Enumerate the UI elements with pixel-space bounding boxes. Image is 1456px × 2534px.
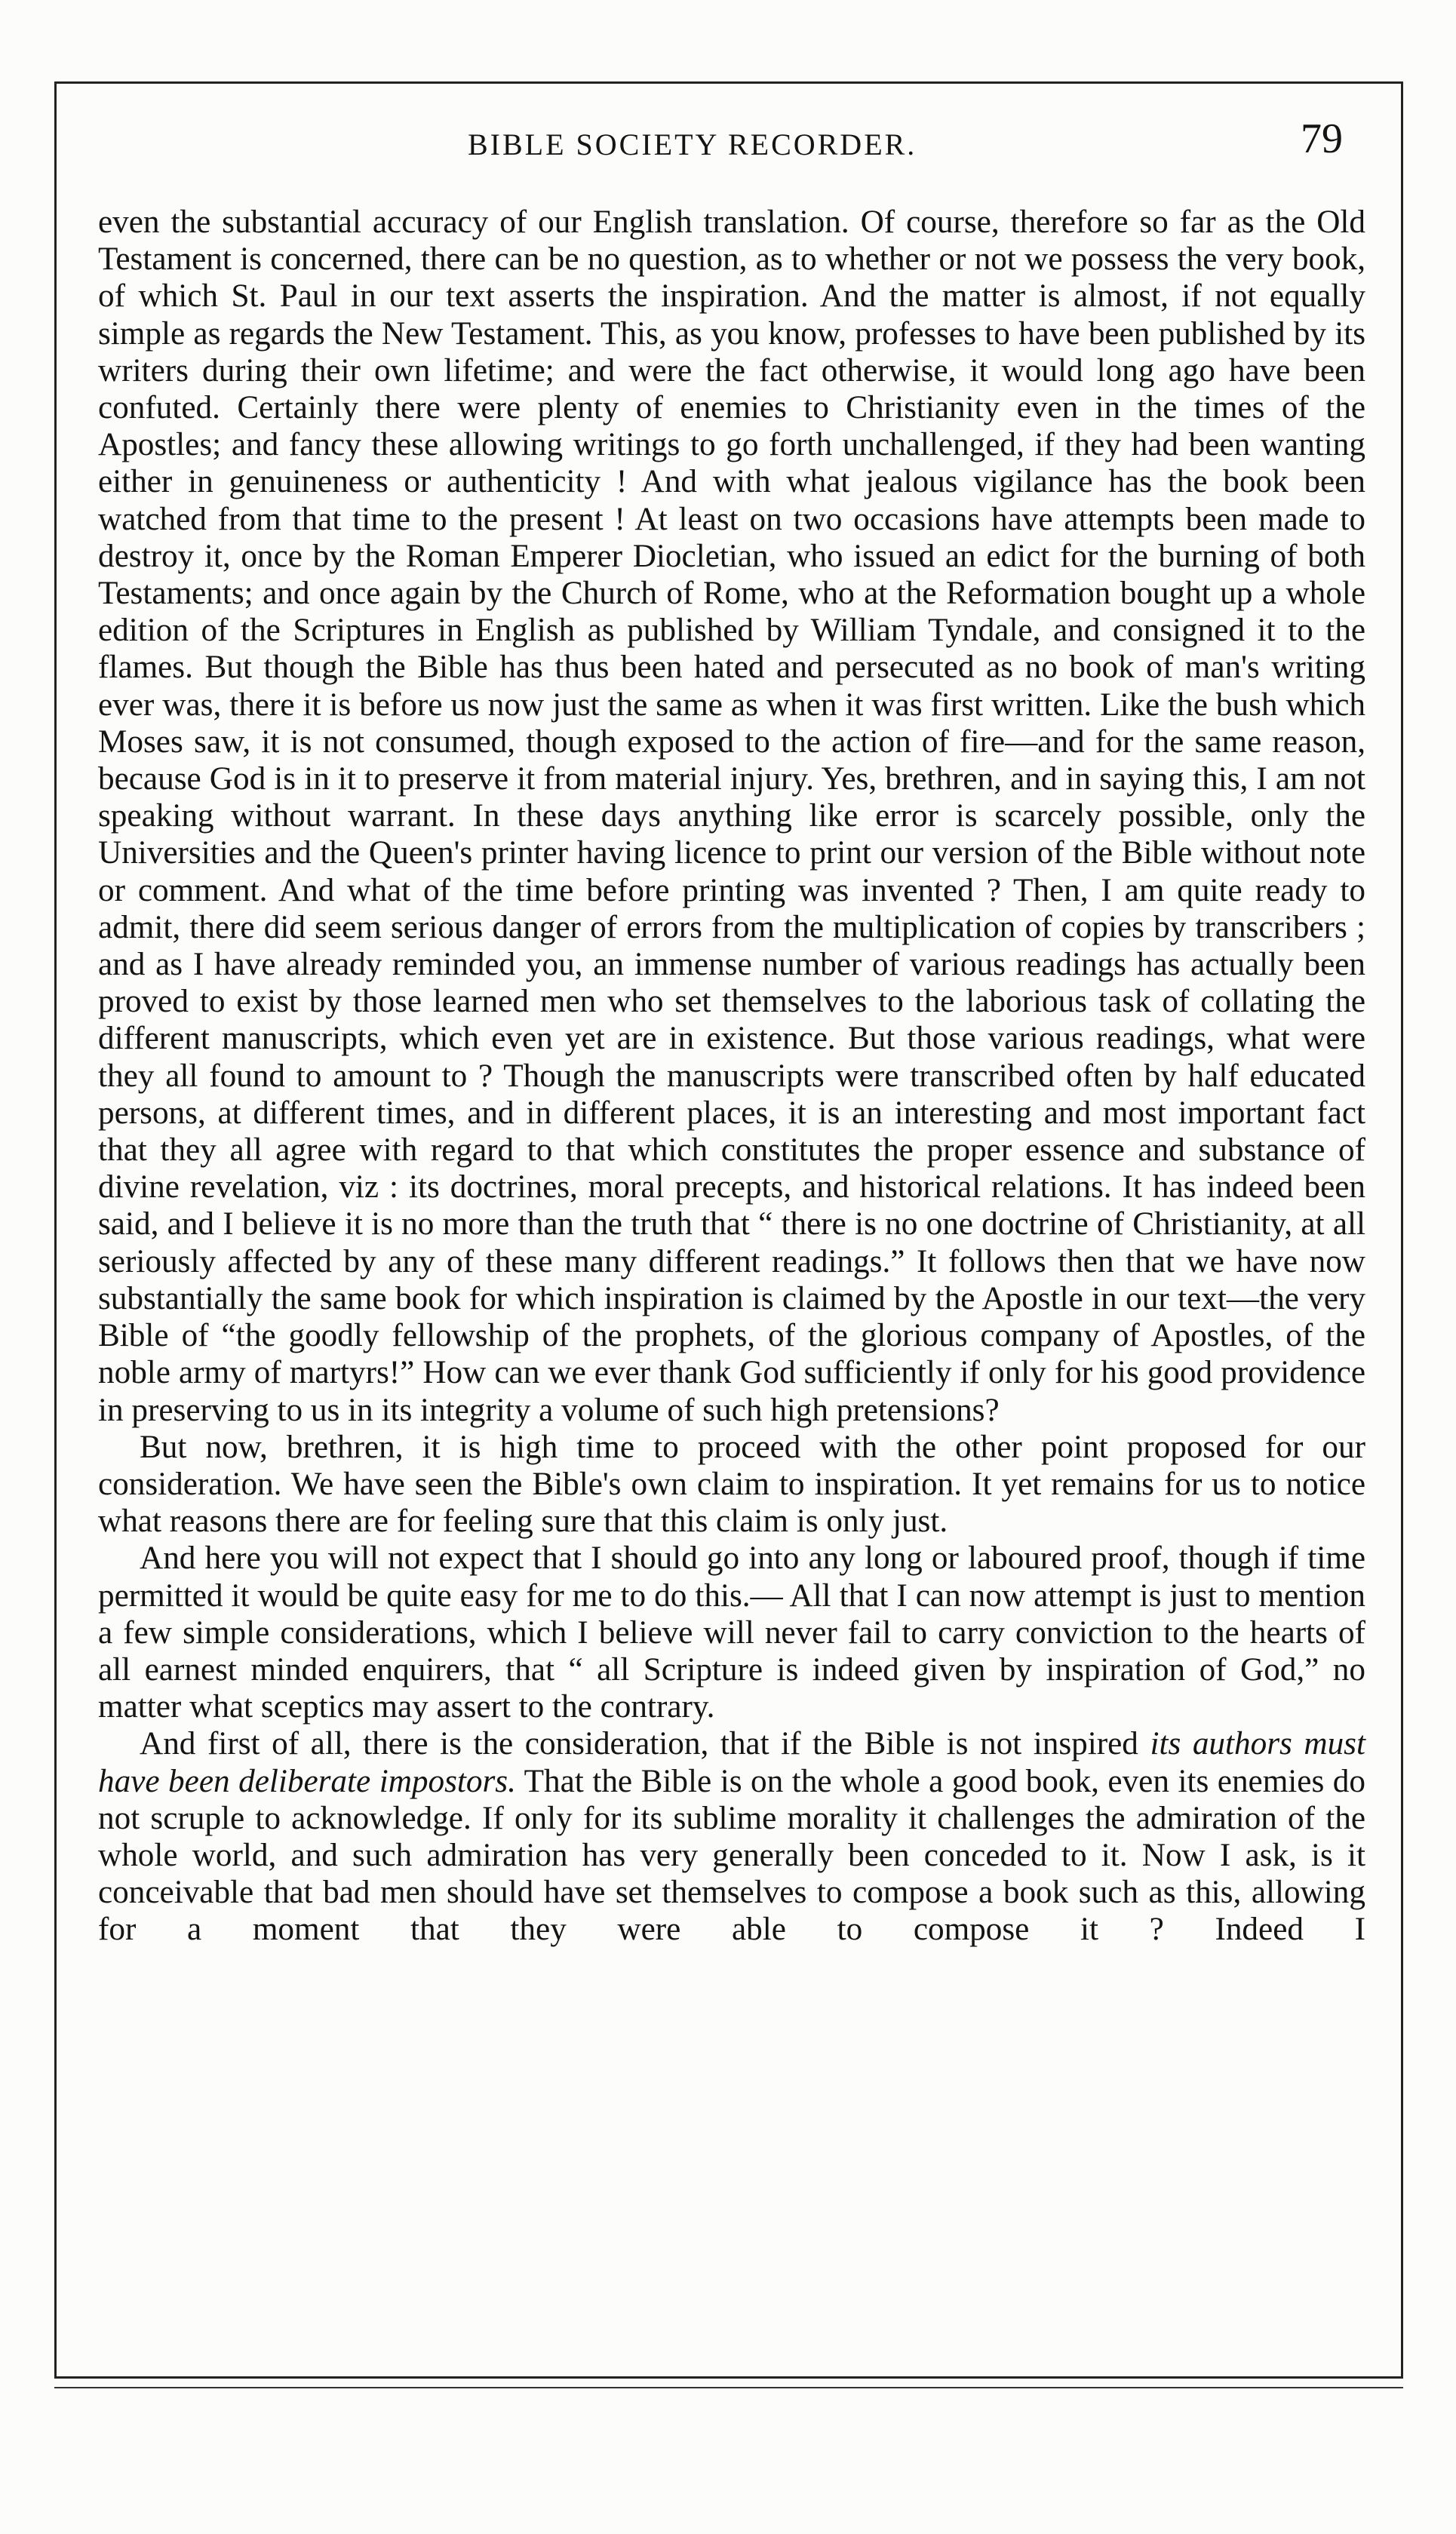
page-header — [75, 113, 1373, 174]
bottom-rule-thin — [54, 2387, 1403, 2388]
bottom-rule — [54, 2376, 1403, 2379]
body-text — [98, 204, 1365, 1949]
paragraph-4-emphasis: its authors must have been deliberate impostors. — [98, 1726, 1365, 1799]
paragraph-3: And here you will not expect that I should go into any long or laboured proof, though if time permitted it would be quite easy for me to do this.— All that I can now attempt is just to mention a few simple considerations, which I believe will never fail to carry conviction to the hearts of all earnest minded enquirers, that “ all Scripture is indeed given by inspiration of God,” no matter what sceptics may assert to the contrary. — [98, 1540, 1365, 1725]
paragraph-4-rest: That the Bible is on the whole a good book, even its enemies do not scruple to acknowledge. If only for its sublime morality it challenges the admiration of the whole world, and such admiration has very generally been conceded to it. Now I ask, is it conceivable that bad men should have set themselves to compose a book such as this, allowing for a moment that they were able to compose it ? Indeed I — [98, 1763, 1365, 1948]
paragraph-2: But now, brethren, it is high time to proceed with the other point proposed for our consideration. We have seen the Bible's own claim to inspiration. It yet remains for us to notice what reasons there are for feeling sure that this claim is only just. — [98, 1429, 1365, 1540]
paragraph-4-lead: And first of all, there is the consideration, that if the Bible is not inspired — [140, 1726, 1138, 1762]
running-title: BIBLE SOCIETY RECORDER. — [468, 127, 917, 161]
paragraph-4 — [98, 1725, 1365, 1948]
page-number: 79 — [1301, 115, 1343, 162]
paragraph-1: even the substantial accuracy of our English translation. Of course, therefore so far as the Old Testament is concerned, there can be no question, as to whether or not we possess the very book, of which St. Paul in our text asserts the inspiration. And the matter is almost, if not equally simple as regards the New Testament. This, as you know, professes to have been published by its writers during their own lifetime; and were the fact otherwise, it would long ago have been confuted. Certainly there were plenty of enemies to Christianity even in the times of the Apostles; and fancy these allowing writings to go forth unchallenged, if they had been wanting either in genuineness or authenticity ! And with what jealous vigilance has the book been watched from that time to the present ! At least on two occasions have attempts been made to destroy it, once by the Roman Emperer Diocletian, who issued an edict for the burning of both Testaments; and once again by the Church of Rome, who at the Reformation bought up a whole edition of the Scriptures in English as published by William Tyndale, and consigned it to the flames. But though the Bible has thus been hated and persecuted as no book of man's writing ever was, there it is before us now just the same as when it was first written. Like the bush which Moses saw, it is not consumed, though exposed to the action of fire—and for the same reason, because God is in it to preserve it from material injury. Yes, brethren, and in saying this, I am not speaking without warrant. In these days anything like error is scarcely possible, only the Universities and the Queen's printer having licence to print our version of the Bible without note or comment. And what of the time before printing was invented ? Then, I am quite ready to admit, there did seem serious danger of errors from the multiplication of copies by transcribers ; and as I have already reminded you, an immense number of various readings has actually been proved to exist by those learned men who set themselves to the laborious task of collating the different manuscripts, which even yet are in existence. But those various readings, what were they all found to amount to ? Though the manuscripts were transcribed often by half educated persons, at different times, and in different places, it is an interesting and most important fact that they all agree with regard to that which constitutes the proper essence and substance of divine revelation, viz : its doctrines, moral precepts, and historical relations. It has indeed been said, and I believe it is no more than the truth that “ there is no one doctrine of Christianity, at all seriously affected by any of these many different readings.” It follows then that we have now substantially the same book for which inspiration is claimed by the Apostle in our text—the very Bible of “the goodly fellowship of the prophets, of the glorious company of Apostles, of the noble army of martyrs!” How can we ever thank God sufficiently if only for his good providence in preserving to us in its integrity a volume of such high pretensions? — [98, 204, 1365, 1428]
